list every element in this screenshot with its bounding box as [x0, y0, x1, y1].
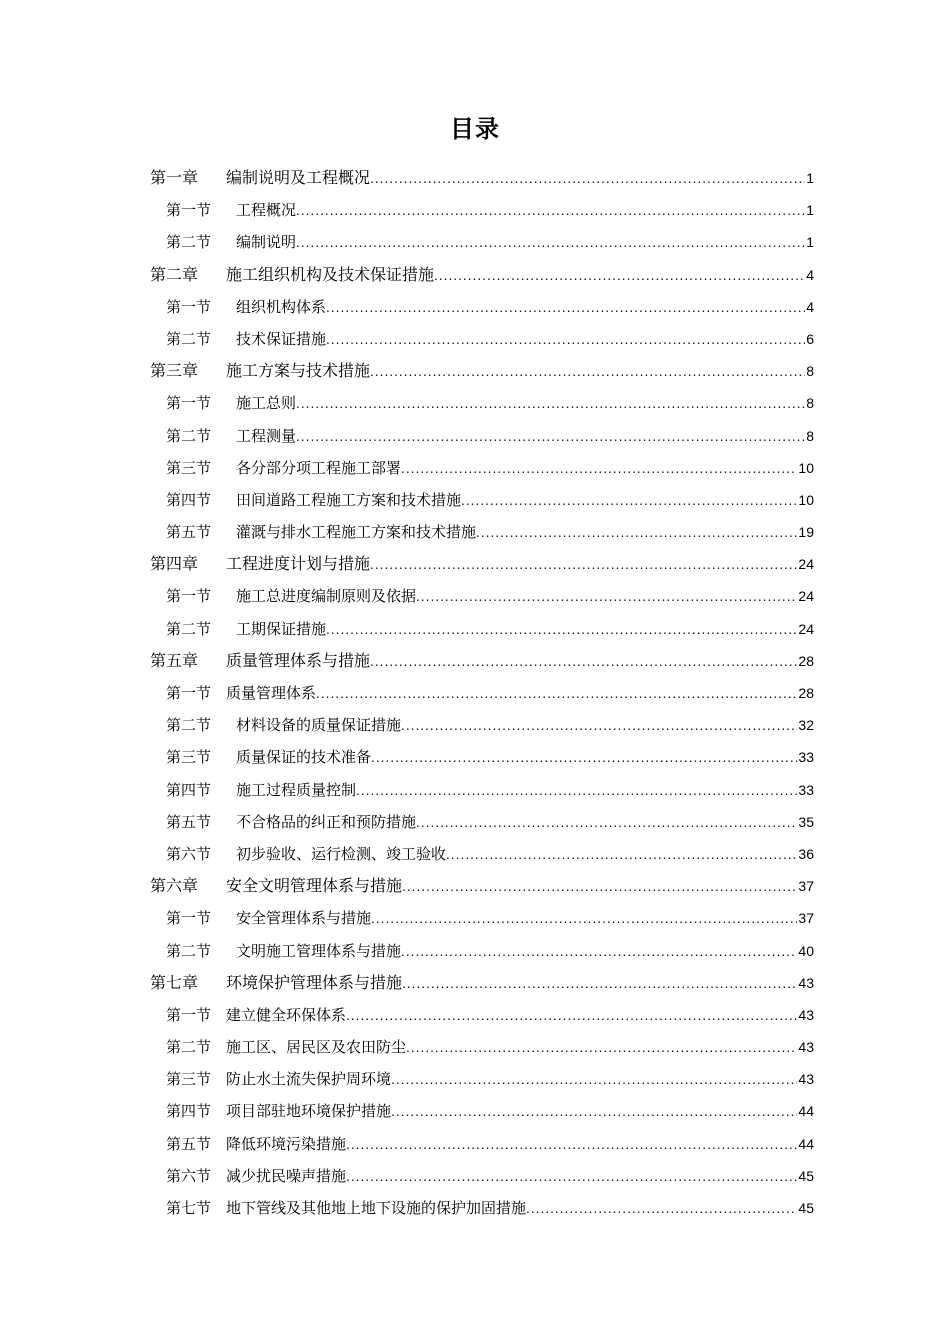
dot-leader	[391, 1096, 797, 1127]
toc-entry-number: 第二节	[166, 716, 212, 735]
toc-entry-title: 工程进度计划与措施	[226, 554, 371, 574]
toc-page-number: 28	[798, 685, 814, 701]
toc-section-entry[interactable]	[150, 226, 814, 258]
toc-entry-title: 各分部分项工程施工部署	[236, 458, 402, 477]
toc-entry-number: 第七节	[166, 1199, 212, 1217]
toc-page-number: 43	[798, 1006, 814, 1023]
toc-section-entry[interactable]	[150, 1063, 814, 1095]
toc-entry-title: 编制说明及工程概况	[226, 168, 371, 187]
toc-page-number: 6	[806, 330, 814, 347]
toc-entry-title: 地下管线及其他地上地下设施的保护加固措施	[226, 1199, 527, 1217]
table-of-contents	[150, 162, 814, 1224]
toc-section-entry[interactable]	[150, 387, 814, 419]
dot-leader	[296, 388, 805, 419]
toc-entry-number: 第二节	[166, 329, 212, 348]
toc-entry-number: 第三章	[150, 361, 199, 381]
dot-leader	[402, 968, 797, 999]
toc-page-number: 24	[798, 620, 814, 637]
toc-entry-number: 第二节	[166, 426, 212, 445]
toc-entry-number: 第五节	[166, 523, 212, 542]
dot-leader	[401, 453, 797, 484]
toc-section-entry[interactable]	[150, 452, 814, 484]
toc-section-entry[interactable]	[150, 291, 814, 323]
toc-page-number: 44	[798, 1103, 814, 1120]
toc-entry-title: 初步验收、运行检测、竣工验收	[236, 844, 447, 863]
dot-leader	[476, 517, 797, 548]
toc-section-entry[interactable]	[150, 323, 814, 355]
toc-section-entry[interactable]	[150, 1128, 814, 1160]
dot-leader	[391, 1064, 797, 1095]
toc-page-number: 19	[798, 524, 814, 541]
toc-section-entry[interactable]	[150, 194, 814, 226]
toc-entry-title: 施工方案与技术措施	[226, 361, 371, 381]
toc-page-number: 37	[798, 878, 814, 895]
toc-chapter-entry[interactable]	[150, 645, 814, 677]
page-title: 目录	[450, 115, 500, 143]
dot-leader	[401, 936, 797, 967]
toc-entry-title: 工程概况	[236, 201, 297, 220]
toc-section-entry[interactable]	[150, 838, 814, 870]
toc-page-number: 4	[806, 298, 814, 315]
toc-page-number: 1	[806, 234, 814, 251]
toc-section-entry[interactable]	[150, 580, 814, 612]
toc-entry-number: 第一节	[166, 1005, 212, 1024]
toc-entry-number: 第一节	[166, 297, 212, 316]
toc-entry-title: 建立健全环保体系	[226, 1005, 347, 1024]
toc-entry-number: 第七章	[150, 972, 199, 992]
toc-entry-title: 项目部驻地环境保护措施	[226, 1102, 392, 1121]
toc-entry-number: 第三节	[166, 748, 212, 767]
toc-section-entry[interactable]	[150, 1095, 814, 1127]
dot-leader	[401, 710, 797, 741]
dot-leader	[316, 678, 797, 709]
toc-page-number: 1	[806, 202, 814, 219]
toc-entry-number: 第二节	[166, 941, 212, 960]
dot-leader	[356, 775, 797, 806]
toc-entry-number: 第四章	[150, 554, 199, 574]
dot-leader	[346, 1161, 797, 1192]
toc-section-entry[interactable]	[150, 1160, 814, 1192]
toc-entry-title: 施工区、居民区及农田防尘	[226, 1038, 407, 1057]
dot-leader	[346, 1000, 797, 1031]
dot-leader	[326, 614, 797, 645]
toc-entry-number: 第五章	[150, 650, 199, 670]
toc-page-number: 28	[798, 652, 814, 669]
toc-page-number: 8	[806, 363, 814, 380]
dot-leader	[446, 839, 797, 870]
dot-leader	[370, 163, 805, 194]
toc-page-number: 24	[798, 556, 814, 573]
toc-entry-number: 第一节	[166, 909, 212, 928]
dot-leader	[296, 421, 805, 452]
dot-leader	[296, 195, 805, 226]
toc-entry-number: 第二节	[166, 619, 212, 638]
toc-entry-number: 第四节	[166, 490, 212, 509]
toc-section-entry[interactable]	[150, 741, 814, 773]
toc-page-number: 4	[806, 266, 814, 283]
dot-leader	[406, 1032, 797, 1063]
toc-entry-title: 安全管理体系与措施	[236, 909, 372, 928]
dot-leader	[434, 260, 805, 291]
toc-section-entry[interactable]	[150, 420, 814, 452]
dot-leader	[371, 742, 797, 773]
toc-chapter-entry[interactable]	[150, 870, 814, 902]
dot-leader	[402, 871, 797, 902]
toc-entry-number: 第四节	[166, 1102, 212, 1121]
toc-entry-number: 第五节	[166, 812, 212, 831]
toc-entry-title: 编制说明	[236, 233, 297, 252]
toc-chapter-entry[interactable]	[150, 548, 814, 580]
toc-entry-title: 组织机构体系	[236, 297, 327, 316]
toc-entry-title: 不合格品的纠正和预防措施	[236, 812, 417, 831]
toc-entry-title: 工期保证措施	[236, 619, 327, 638]
toc-entry-title: 田间道路工程施工方案和技术措施	[236, 490, 462, 509]
dot-leader	[416, 807, 797, 838]
toc-page-number: 37	[798, 910, 814, 927]
toc-entry-number: 第五节	[166, 1134, 212, 1153]
toc-page-number: 43	[798, 1039, 814, 1056]
toc-section-entry[interactable]	[150, 484, 814, 516]
toc-section-entry[interactable]	[150, 1031, 814, 1063]
toc-entry-title: 质量保证的技术准备	[236, 748, 372, 767]
toc-entry-title: 材料设备的质量保证措施	[236, 716, 402, 735]
toc-page-number: 8	[806, 395, 814, 412]
toc-page-number: 1	[806, 170, 814, 186]
dot-leader	[326, 292, 805, 323]
toc-section-entry[interactable]	[150, 774, 814, 806]
toc-page-number: 40	[798, 942, 814, 959]
toc-section-entry[interactable]	[150, 806, 814, 838]
toc-page-number: 32	[798, 717, 814, 734]
toc-entry-number: 第六节	[166, 1166, 212, 1185]
toc-page-number: 35	[798, 813, 814, 830]
toc-entry-title: 安全文明管理体系与措施	[226, 876, 403, 896]
dot-leader	[416, 581, 797, 612]
toc-section-entry[interactable]	[150, 677, 814, 709]
toc-entry-title: 环境保护管理体系与措施	[226, 972, 403, 992]
toc-page-number: 44	[798, 1135, 814, 1152]
dot-leader	[526, 1193, 797, 1224]
toc-section-entry[interactable]	[150, 902, 814, 934]
dot-leader	[370, 646, 797, 677]
toc-entry-title: 施工过程质量控制	[236, 780, 357, 799]
toc-page-number: 8	[806, 427, 814, 444]
toc-entry-number: 第二节	[166, 1038, 212, 1057]
toc-entry-title: 施工总进度编制原则及依据	[236, 587, 417, 606]
toc-entry-number: 第二节	[166, 233, 212, 252]
dot-leader	[296, 227, 805, 258]
dot-leader	[461, 485, 797, 516]
toc-entry-number: 第四节	[166, 780, 212, 799]
toc-page-number: 24	[798, 588, 814, 605]
toc-entry-title: 施工组织机构及技术保证措施	[226, 264, 435, 284]
toc-entry-title: 技术保证措施	[236, 329, 327, 348]
toc-entry-number: 第三节	[166, 458, 212, 477]
toc-entry-title: 灌溉与排水工程施工方案和技术措施	[236, 523, 477, 542]
toc-chapter-entry[interactable]	[150, 162, 814, 194]
toc-chapter-entry[interactable]	[150, 355, 814, 387]
toc-entry-title: 质量管理体系	[226, 684, 317, 702]
toc-page-number: 10	[798, 459, 814, 476]
toc-section-entry[interactable]	[150, 999, 814, 1031]
dot-leader	[370, 356, 805, 387]
dot-leader	[371, 903, 797, 934]
toc-page-number: 45	[798, 1200, 814, 1216]
toc-page-number: 33	[798, 781, 814, 798]
dot-leader	[346, 1129, 797, 1160]
toc-page-number: 33	[798, 749, 814, 766]
dot-leader	[326, 324, 805, 355]
toc-entry-number: 第一节	[166, 201, 212, 220]
dot-leader	[370, 549, 797, 580]
toc-chapter-entry[interactable]	[150, 259, 814, 291]
toc-entry-title: 工程测量	[236, 426, 297, 445]
toc-page-number: 43	[798, 1071, 814, 1088]
toc-page-number: 10	[798, 491, 814, 508]
toc-entry-title: 施工总则	[236, 394, 297, 413]
toc-section-entry[interactable]	[150, 709, 814, 741]
toc-entry-number: 第一节	[166, 394, 212, 413]
toc-entry-number: 第一节	[166, 587, 212, 606]
toc-page-number: 43	[798, 974, 814, 991]
toc-entry-title: 文明施工管理体系与措施	[236, 941, 402, 960]
toc-entry-title: 降低环境污染措施	[226, 1134, 347, 1153]
toc-entry-title: 防止水土流失保护周环境	[226, 1070, 392, 1089]
toc-entry-number: 第六章	[150, 876, 199, 896]
toc-chapter-entry[interactable]	[150, 967, 814, 999]
toc-entry-number: 第六节	[166, 844, 212, 863]
toc-entry-number: 第三节	[166, 1070, 212, 1089]
toc-section-entry[interactable]	[150, 935, 814, 967]
toc-entry-number: 第一节	[166, 684, 212, 702]
toc-entry-number: 第一章	[150, 168, 199, 187]
toc-page-number: 45	[798, 1167, 814, 1184]
toc-section-entry[interactable]	[150, 516, 814, 548]
toc-section-entry[interactable]	[150, 613, 814, 645]
toc-page-number: 36	[798, 845, 814, 862]
toc-section-entry[interactable]	[150, 1192, 814, 1224]
toc-entry-number: 第二章	[150, 264, 199, 284]
toc-entry-title: 质量管理体系与措施	[226, 650, 371, 670]
toc-entry-title: 减少扰民噪声措施	[226, 1166, 347, 1185]
